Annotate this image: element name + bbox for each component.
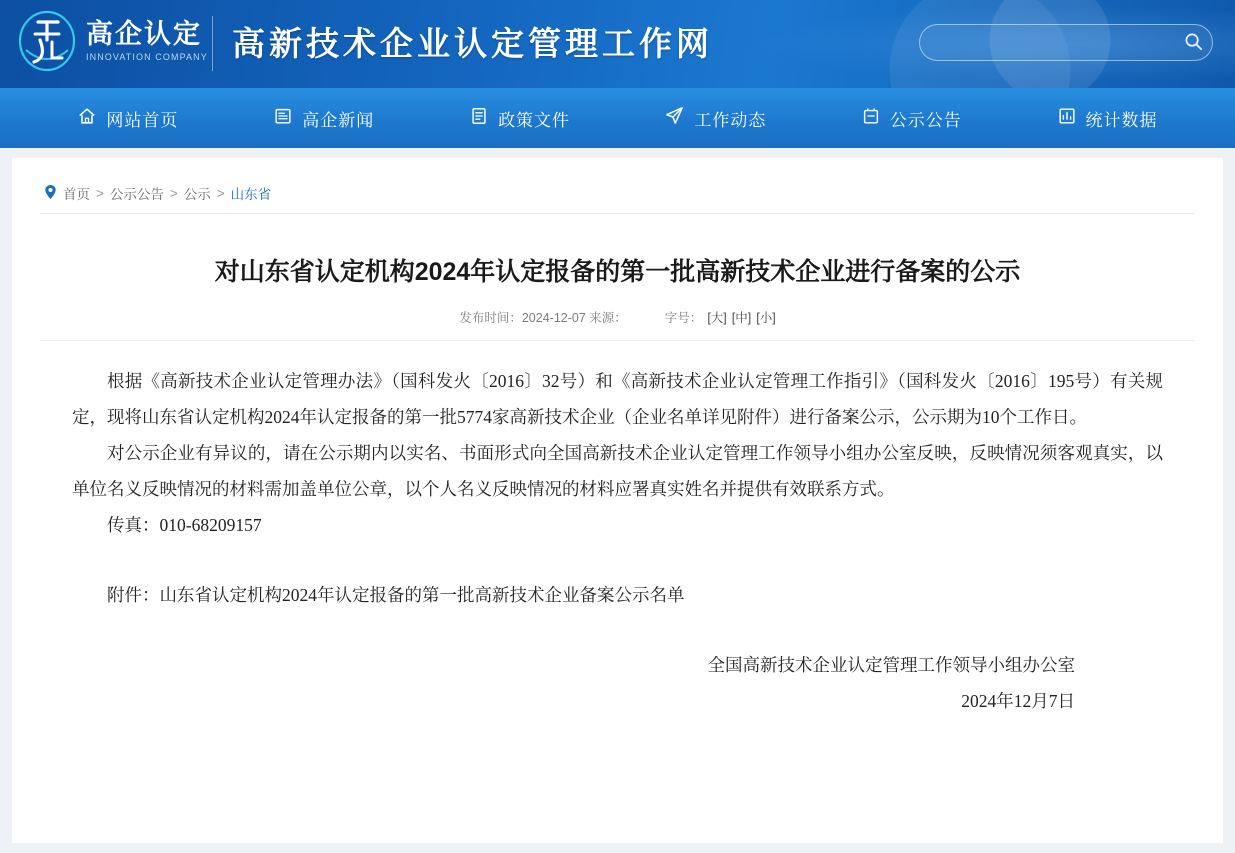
search-input[interactable] [920, 35, 1174, 50]
search-box[interactable] [919, 24, 1213, 61]
logo-title-cn: 高企认定 [86, 19, 202, 49]
nav-item-announcement[interactable] [813, 88, 1009, 148]
article-paragraph: 对公示企业有异议的，请在公示期内以实名、书面形式向全国高新技术企业认定管理工作领导小组办公室反映，反映情况须客观真实，以单位名义反映情况的材料需加盖单位公章，以个人名义反映情况的材料应署真实姓名并提供有效联系方式。 [72, 443, 1163, 499]
breadcrumb-separator: > [169, 185, 178, 201]
site-title: 高新技术企业认定管理工作网 [232, 27, 713, 63]
nav-item-policy[interactable] [422, 88, 618, 148]
search-button[interactable] [1174, 25, 1212, 60]
paper-plane-icon [664, 105, 685, 131]
nav-item-statistics[interactable] [1009, 88, 1205, 148]
publish-time-value: 2024-12-07 [521, 311, 586, 325]
breadcrumb-item-publicity[interactable]: 公示 [183, 187, 211, 202]
page-title: 对山东省认定机构2024年认定报备的第一批高新技术企业进行备案的公示 [214, 258, 1021, 286]
article-attachment-link[interactable]: 附件：山东省认定机构2024年认定报备的第一批高新技术企业备案公示名单 [107, 585, 685, 605]
article-meta [12, 308, 1223, 326]
publish-info [459, 308, 626, 326]
nav-label: 网站首页 [106, 110, 179, 130]
search-icon [1184, 32, 1203, 54]
nav-label: 公示公告 [889, 110, 962, 130]
breadcrumb-separator: > [96, 185, 104, 201]
font-size-small-button[interactable]: [小] [756, 311, 776, 325]
announcement-icon [861, 106, 881, 131]
article-paragraph: 根据《高新技术企业认定管理办法》（国科发火〔2016〕32号）和《高新技术企业认定管理工作指引》（国科发火〔2016〕195号）有关规定，现将山东省认定机构2024年认定报备的第一批5774家高新技术企业（企业名单详见附件）进行备案公示，公示期为10个工作日。 [72, 371, 1163, 427]
breadcrumb-item-home[interactable]: 首页 [63, 187, 90, 202]
font-size-large-button[interactable]: [大] [707, 311, 727, 325]
breadcrumb-separator: > [216, 185, 225, 201]
nav-label: 政策文件 [498, 110, 571, 130]
breadcrumb-item-announcement[interactable]: 公示公告 [109, 187, 164, 202]
nav-item-worktrends[interactable] [617, 88, 813, 148]
document-icon [469, 106, 489, 131]
font-size-label: 字号： [664, 311, 703, 325]
article-body [12, 341, 1223, 719]
article-paragraph: 传真：010-68209157 [107, 515, 262, 535]
nav-label: 统计数据 [1085, 110, 1158, 130]
content-card [12, 158, 1223, 843]
nav-label: 高企新闻 [302, 110, 375, 130]
news-icon [273, 106, 293, 131]
logo-title-en: INNOVATION COMPANY [86, 52, 208, 62]
home-icon [77, 106, 97, 131]
breadcrumb [12, 158, 1223, 208]
font-size-control [665, 308, 776, 326]
logo-emblem-icon [18, 10, 76, 72]
signature-date: 2024年12月7日 [961, 691, 1075, 711]
site-header [0, 0, 1235, 88]
font-size-medium-button[interactable]: [中] [731, 311, 752, 325]
nav-item-home[interactable] [30, 88, 226, 148]
signature-org: 全国高新技术企业认定管理工作领导小组办公室 [707, 655, 1075, 675]
source-label: 来源： [589, 311, 627, 325]
header-divider [212, 16, 213, 71]
chart-icon [1057, 106, 1077, 131]
nav-label: 工作动态 [694, 110, 767, 130]
site-logo[interactable] [18, 10, 208, 72]
nav-item-news[interactable] [226, 88, 422, 148]
article-signature [72, 647, 1163, 719]
breadcrumb-item-shandong[interactable]: 山东省 [230, 187, 272, 202]
publish-time-label: 发布时间： [459, 311, 522, 325]
breadcrumb-divider [40, 213, 1195, 214]
location-pin-icon [44, 184, 57, 203]
main-nav [0, 88, 1235, 148]
